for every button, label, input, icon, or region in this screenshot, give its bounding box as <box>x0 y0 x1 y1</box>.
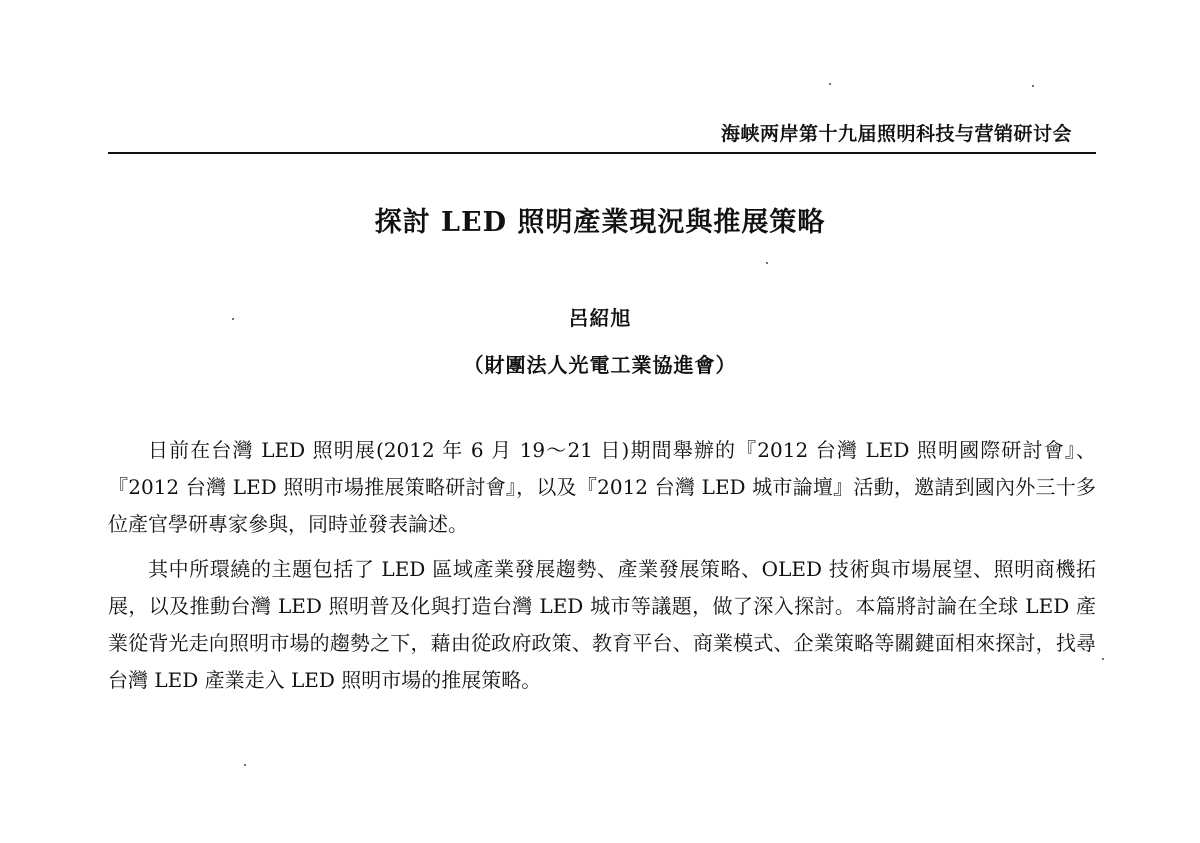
header-rule <box>108 152 1096 154</box>
paragraph-1: 日前在台灣 LED 照明展(2012 年 6 月 19～21 日)期間舉辦的『2012 台灣 LED 照明國際研討會』、『2012 台灣 LED 照明市場推展策略研討會』，以及『2012 台灣 LED 城市論壇』活動，邀請到國內外三十多位產官學研專家參與，同時並發表論述。 <box>108 438 1096 536</box>
running-header: 海峡两岸第十九届照明科技与营销研讨会 <box>720 123 1072 145</box>
scan-speck <box>1032 85 1034 87</box>
article-title: 探討 LED 照明產業現況與推展策略 <box>374 207 826 238</box>
scan-speck <box>232 318 234 320</box>
scan-speck <box>766 262 768 264</box>
scan-speck <box>244 764 246 766</box>
paragraph-2: 其中所環繞的主題包括了 LED 區域產業發展趨勢、產業發展策略、OLED 技術與市場展望、照明商機拓展，以及推動台灣 LED 照明普及化與打造台灣 LED 城市等議題，做了深入探討。本篇將討論在全球 LED 產業從背光走向照明市場的趨勢之下，藉由從政府政策、教育平台、商業模式、企業策略等關鍵面相來探討，找尋台灣 LED 產業走入 LED 照明市場的推展策略。 <box>108 557 1096 692</box>
author-name: 呂紹旭 <box>568 306 632 330</box>
article-body <box>108 432 1096 699</box>
scan-speck <box>1102 658 1104 660</box>
author-affiliation: （財團法人光電工業協進會） <box>463 353 737 377</box>
scan-speck <box>829 83 831 85</box>
